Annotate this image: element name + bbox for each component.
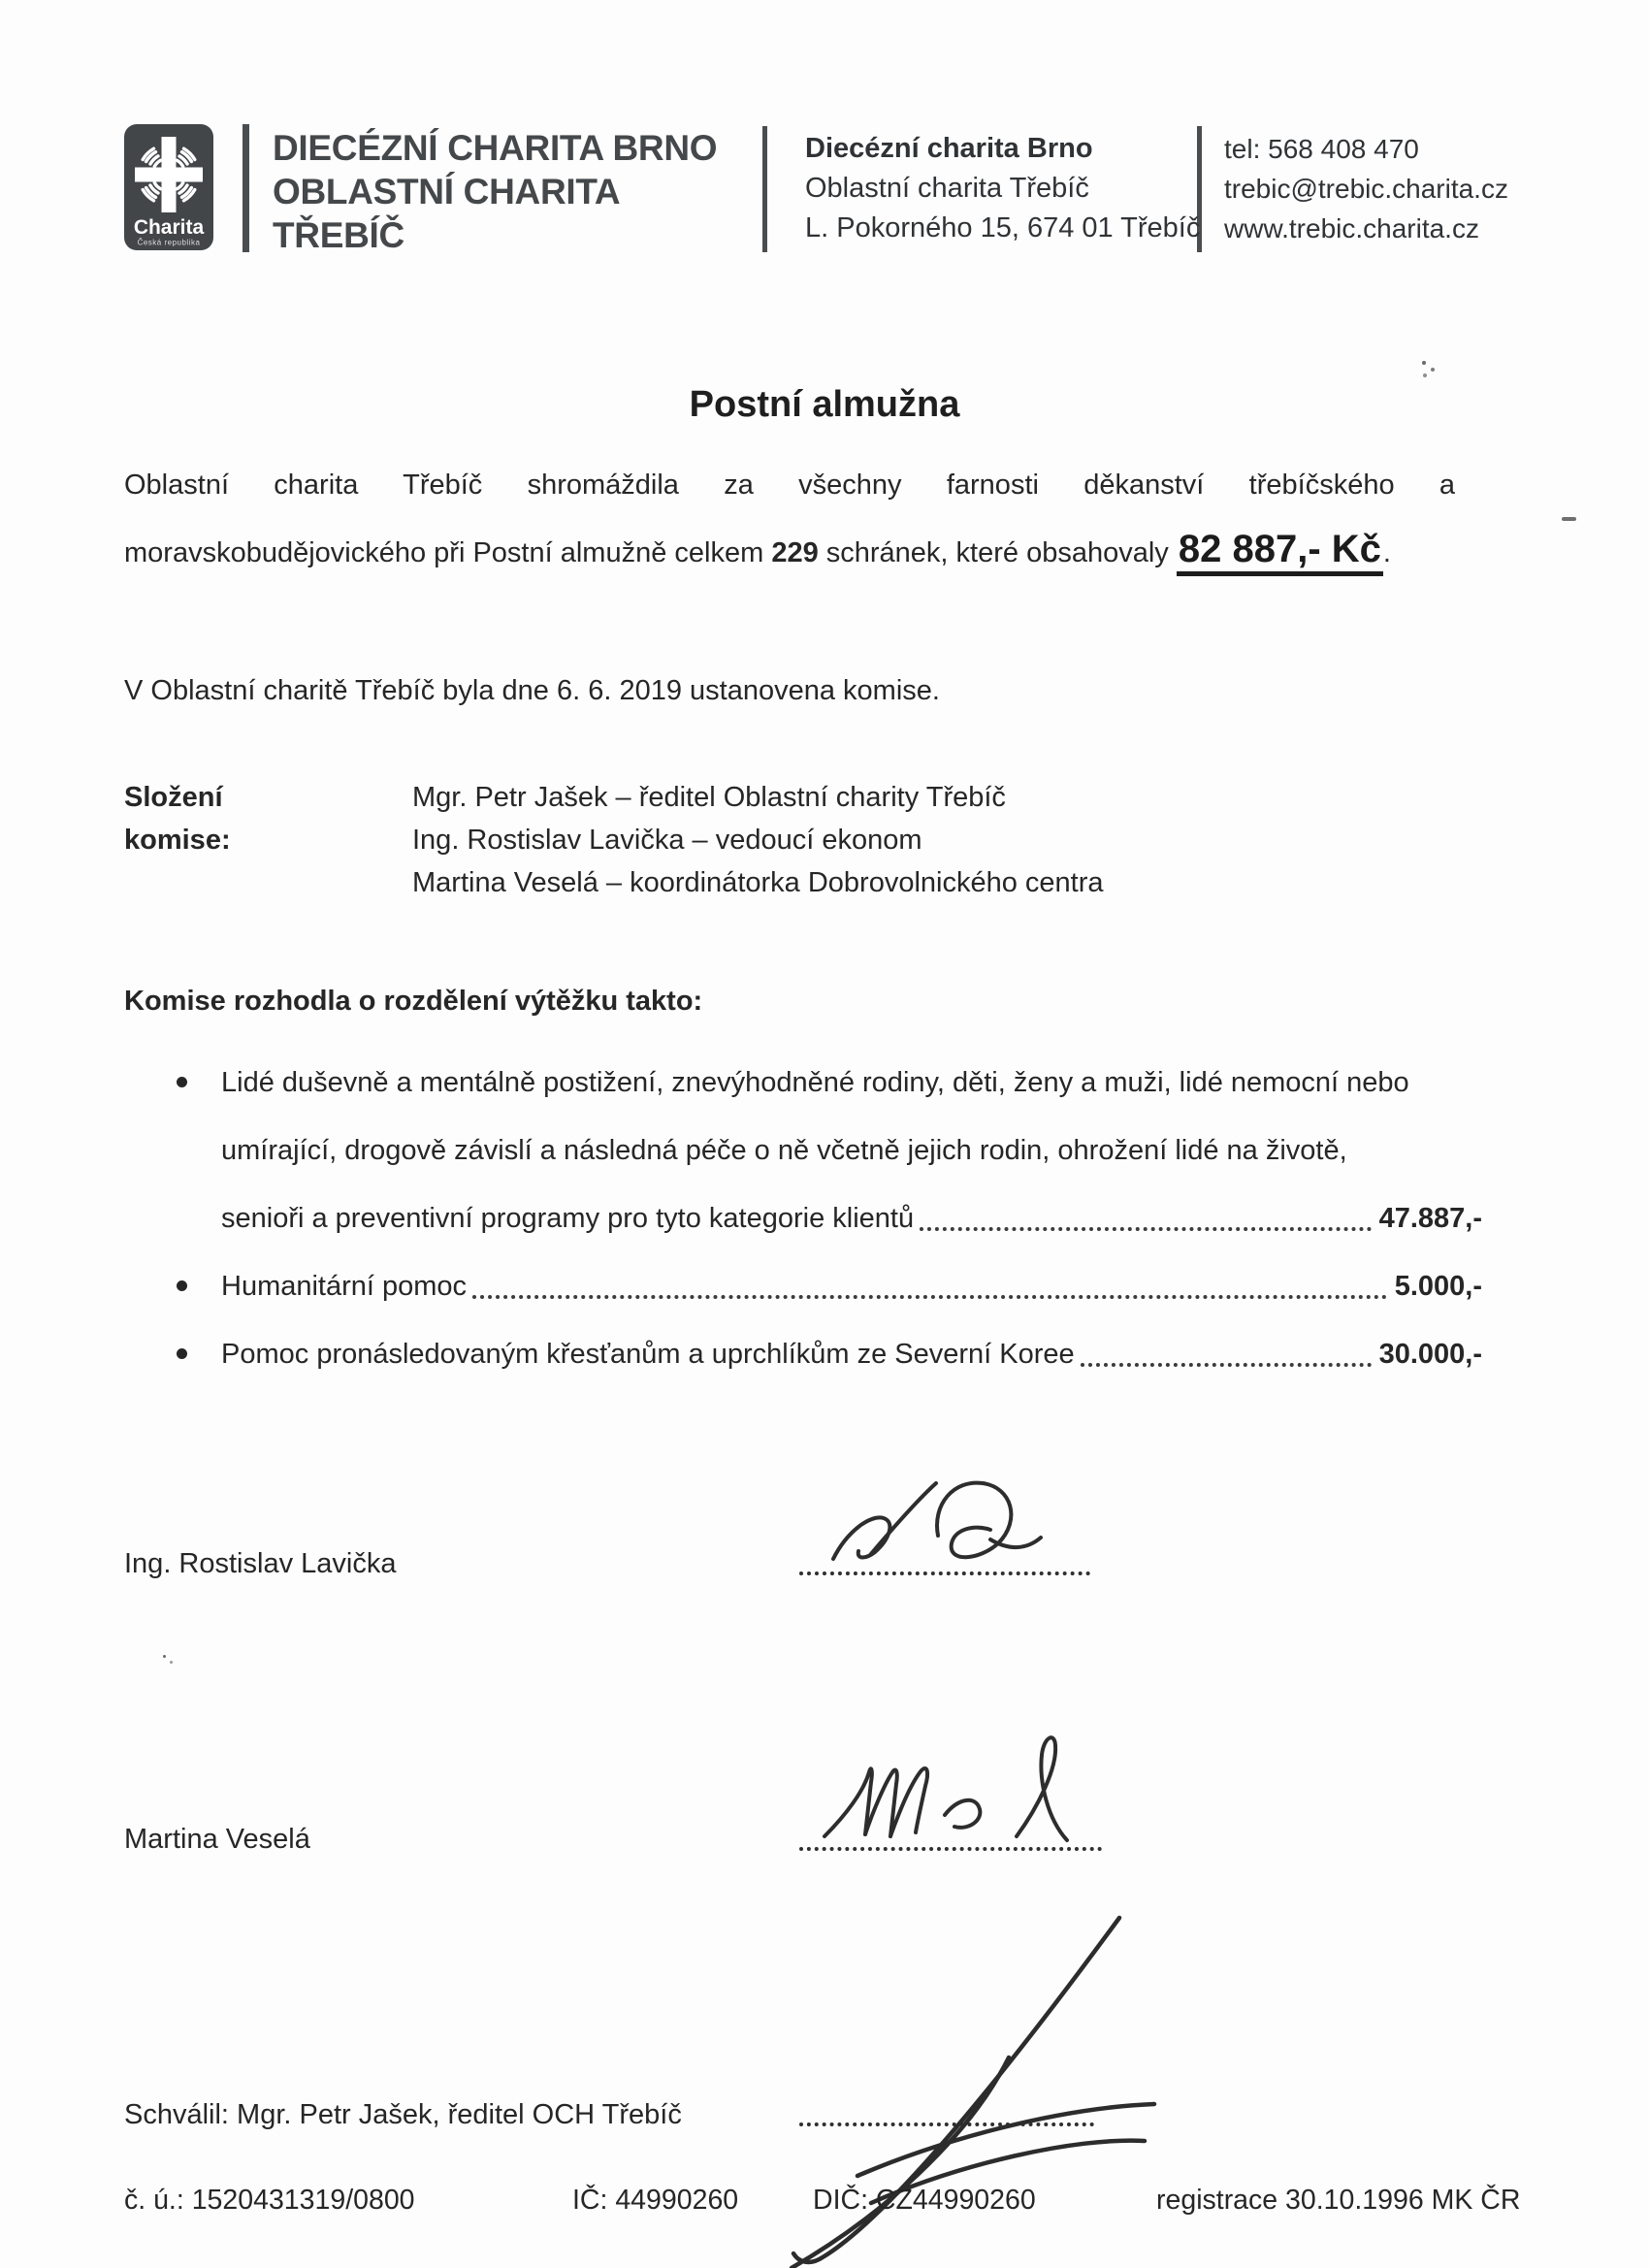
document-title: Postní almužna xyxy=(689,384,960,425)
scan-speck xyxy=(1422,361,1426,365)
intro-line-2 xyxy=(124,519,1455,587)
charita-logo xyxy=(124,124,213,250)
header-divider-1 xyxy=(242,124,249,252)
allocation-2-amount: 5.000,- xyxy=(1394,1270,1482,1302)
signatory-1-name: Ing. Rostislav Lavička xyxy=(124,1548,397,1579)
footer-account-number: č. ú.: 1520431319/0800 xyxy=(124,2185,415,2216)
dot-leader xyxy=(1081,1342,1372,1367)
header-divider-2 xyxy=(762,126,767,252)
address-line-1: Diecézní charita Brno xyxy=(805,133,1093,164)
org-line-2: OBLASTNÍ CHARITA xyxy=(273,172,621,211)
address-line-3: L. Pokorného 15, 674 01 Třebíč xyxy=(805,212,1201,243)
allocation-3-row xyxy=(221,1320,1482,1388)
commission-member-1: Mgr. Petr Jašek – ředitel Oblastní charity Třebíč xyxy=(412,782,1006,813)
allocation-list xyxy=(221,1049,1482,1388)
allocation-1-amount: 47.887,- xyxy=(1378,1202,1482,1234)
address-block xyxy=(805,129,1200,248)
logo-wordmark: Charita xyxy=(133,216,205,239)
footer-dic: DIČ: CZ44990260 xyxy=(813,2185,1036,2216)
decision-heading: Komise rozhodla o rozdělení výtěžku takto: xyxy=(124,986,703,1017)
intro-line-2-suffix: . xyxy=(1382,537,1391,568)
allocation-1-line-1: Lidé duševně a mentálně postižení, znevýhodněné rodiny, děti, ženy a muži, lidé nemocní nebo xyxy=(221,1049,1482,1117)
commission-members xyxy=(412,776,1104,904)
allocation-2-row xyxy=(221,1252,1482,1320)
org-line-3: TŘEBÍČ xyxy=(273,215,404,255)
allocation-1-text: senioři a preventivní programy pro tyto kategorie klientů xyxy=(221,1202,915,1234)
intro-line-1: Oblastní charita Třebíč shromáždila za všechny farnosti děkanství třebíčského a xyxy=(124,470,1455,501)
contact-block xyxy=(1224,129,1508,248)
dot-leader xyxy=(920,1206,1371,1231)
allocation-1-line-3 xyxy=(221,1184,1482,1252)
scan-speck xyxy=(1562,517,1576,521)
signature-1-image xyxy=(820,1450,1111,1586)
total-amount: 82 887,- Kč xyxy=(1177,528,1383,576)
signatory-3-name: Schválil: Mgr. Petr Jašek, ředitel OCH Třebíč xyxy=(124,2099,682,2130)
commission-member-2: Ing. Rostislav Lavička – vedoucí ekonom xyxy=(412,825,922,856)
commission-note: V Oblastní charitě Třebíč byla dne 6. 6. 2019 ustanovena komise. xyxy=(124,675,940,706)
commission-label: Složení komise: xyxy=(124,782,231,856)
intro-paragraph xyxy=(124,451,1455,587)
phone-line: tel: 568 408 470 xyxy=(1224,134,1419,164)
footer-ic: IČ: 44990260 xyxy=(572,2185,739,2216)
footer-registration: registrace 30.10.1996 MK ČR xyxy=(1156,2185,1521,2216)
scan-speck xyxy=(163,1655,166,1658)
allocation-2-text: Humanitární pomoc xyxy=(221,1270,468,1302)
box-count: 229 xyxy=(771,537,819,568)
dot-leader xyxy=(472,1274,1387,1299)
signature-2-image xyxy=(813,1722,1123,1867)
signatory-2-name: Martina Veselá xyxy=(124,1824,310,1855)
address-line-2: Oblastní charita Třebíč xyxy=(805,173,1089,204)
org-line-1: DIECÉZNÍ CHARITA BRNO xyxy=(273,128,718,168)
org-name-block xyxy=(273,126,717,257)
allocation-3-amount: 30.000,- xyxy=(1378,1338,1482,1370)
intro-line-2-middle: schránek, které obsahovaly xyxy=(818,537,1177,568)
intro-line-2-prefix: moravskobudějovického při Postní almužně celkem xyxy=(124,537,772,568)
logo-subtext: Česká republika xyxy=(137,238,201,247)
allocation-1-line-2: umírající, drogově závislí a následná péče o ně včetně jejich rodin, ohrožení lidé na životě, xyxy=(221,1135,1347,1166)
allocation-3-text: Pomoc pronásledovaným křesťanům a uprchlíkům ze Severní Koree xyxy=(221,1338,1075,1370)
website-line: www.trebic.charita.cz xyxy=(1224,213,1479,243)
commission-member-3: Martina Veselá – koordinátorka Dobrovolnického centra xyxy=(412,867,1104,898)
email-line: trebic@trebic.charita.cz xyxy=(1224,174,1508,204)
